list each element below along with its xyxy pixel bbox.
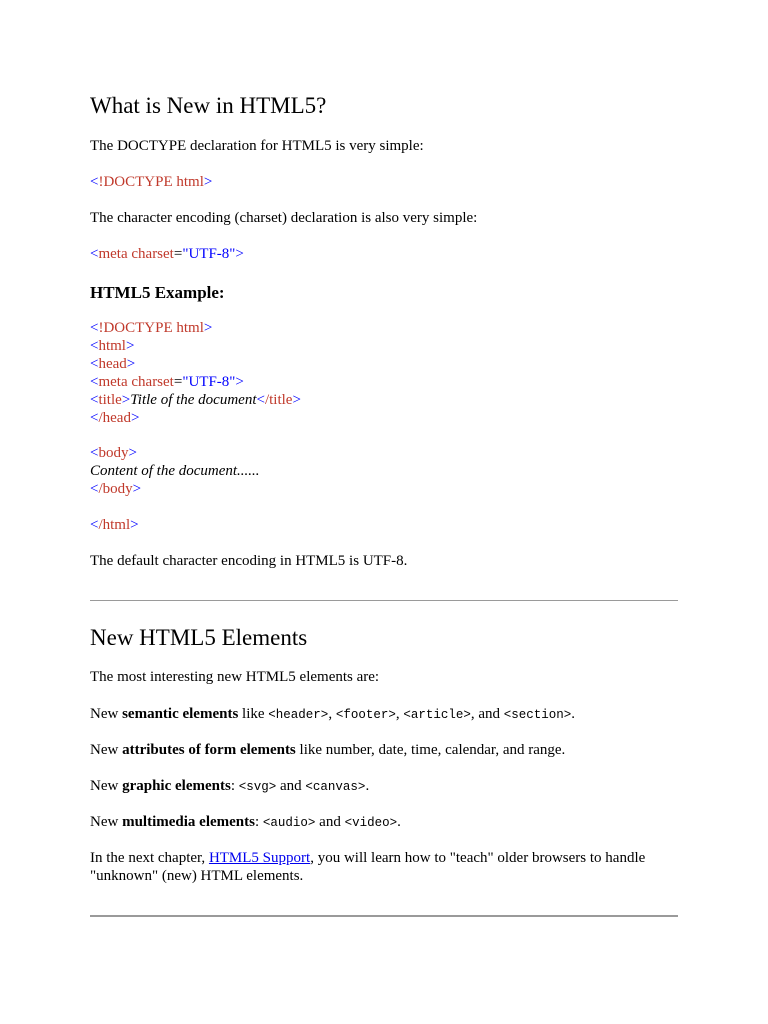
text: , you will learn how to "teach" older browsers to handle [310,850,646,866]
code-tag: !DOCTYPE html [98,174,204,190]
code-tag: /head [98,410,131,426]
text: New [90,814,123,830]
text: like number, date, time, calendar, and range. [295,742,566,758]
bracket-open: < [90,246,99,262]
bracket-open: < [90,374,99,390]
text: , [328,706,336,722]
text: and [315,814,345,830]
example-line-meta [90,373,244,391]
bracket-close: > [235,246,244,262]
text: New [90,706,123,722]
code-eq: = [173,374,183,390]
text: , and [470,706,504,722]
code-attr: charset [131,374,174,390]
example-line-html [90,337,134,355]
bracket-open: < [90,481,99,497]
text: . [365,778,370,794]
bracket-close: > [292,392,301,408]
bracket-open: < [90,320,99,336]
code-tag: /body [98,481,133,497]
title-text: Title of the document [130,392,257,408]
code-inline: <svg> [238,780,277,794]
bracket-open: < [90,338,99,354]
bracket-open: < [90,392,99,408]
paragraph-intro: The most interesting new HTML5 elements are: [90,669,380,685]
bracket-close: > [130,517,139,533]
section-title-new-elements: New HTML5 Elements [90,625,308,650]
bracket-close: > [125,338,135,354]
code-tag: html [98,338,126,354]
bracket-close: > [203,320,213,336]
example-line-body [90,444,137,462]
text: New [90,742,123,758]
bold-text: attributes of form elements [122,742,296,758]
example-line-title [90,391,301,409]
text: , [395,706,404,722]
paragraph-graphic [90,777,369,796]
paragraph-semantic [90,705,575,724]
paragraph-charset: The character encoding (charset) declaration is also very simple: [90,210,478,226]
text: . [571,706,576,722]
bracket-open: < [90,174,99,190]
text: . [397,814,401,830]
code-inline: <canvas> [305,780,366,794]
paragraph-form [90,741,565,759]
code-inline: <article> [403,708,471,722]
code-tag: head [98,356,127,372]
bracket-open: < [90,445,99,461]
example-line-doctype [90,319,212,337]
example-line-html-close [90,516,139,534]
example-line-head [90,355,135,373]
text: : [254,814,263,830]
paragraph-default-encoding: The default character encoding in HTML5 is UTF-8. [90,553,408,569]
section-divider [90,600,678,601]
code-inline: <audio> [262,816,316,830]
code-tag: meta [98,246,132,262]
code-inline: <video> [344,816,398,830]
text: like [238,706,269,722]
bold-text: multimedia elements [122,814,255,830]
bracket-close: > [130,410,140,426]
code-meta-charset [90,245,244,263]
code-value: "UTF-8" [182,374,236,390]
code-tag: /html [98,517,131,533]
bracket-close: > [126,356,136,372]
code-attr: charset [131,246,174,262]
paragraph-doctype: The DOCTYPE declaration for HTML5 is very simple: [90,138,424,154]
bracket-open: < [90,410,99,426]
code-doctype [90,173,212,191]
code-tag: /title [264,392,293,408]
bold-text: graphic elements [122,778,231,794]
bracket-close: > [128,445,137,461]
bold-text: semantic elements [122,706,239,722]
example-line-head-close [90,409,139,427]
text: In the next chapter, [90,850,209,866]
code-tag: !DOCTYPE html [98,320,204,336]
example-line-body-close [90,480,141,498]
text: and [276,778,306,794]
bracket-open: < [90,517,99,533]
code-value: "UTF-8" [182,246,236,262]
html5-support-link[interactable]: HTML5 Support [208,850,311,866]
paragraph-next-chapter [90,849,645,867]
code-tag: title [98,392,122,408]
section-title-whats-new: What is New in HTML5? [90,93,327,118]
code-tag: body [98,445,129,461]
paragraph-multimedia [90,813,401,832]
example-line-body-content: Content of the document...... [90,463,260,479]
code-eq: = [173,246,183,262]
code-inline: <header> [268,708,329,722]
bracket-close: > [235,374,244,390]
section-divider-bottom [90,915,678,917]
code-tag: meta [98,374,132,390]
code-inline: <footer> [335,708,396,722]
text: New [90,778,123,794]
example-heading: HTML5 Example: [90,283,225,302]
bracket-close: > [121,392,131,408]
bracket-open: < [90,356,99,372]
bracket-close: > [132,481,142,497]
bracket-open: < [256,392,265,408]
code-inline: <section> [503,708,572,722]
paragraph-next-chapter-line2: "unknown" (new) HTML elements. [90,868,304,884]
text: : [230,778,239,794]
bracket-close: > [203,174,213,190]
